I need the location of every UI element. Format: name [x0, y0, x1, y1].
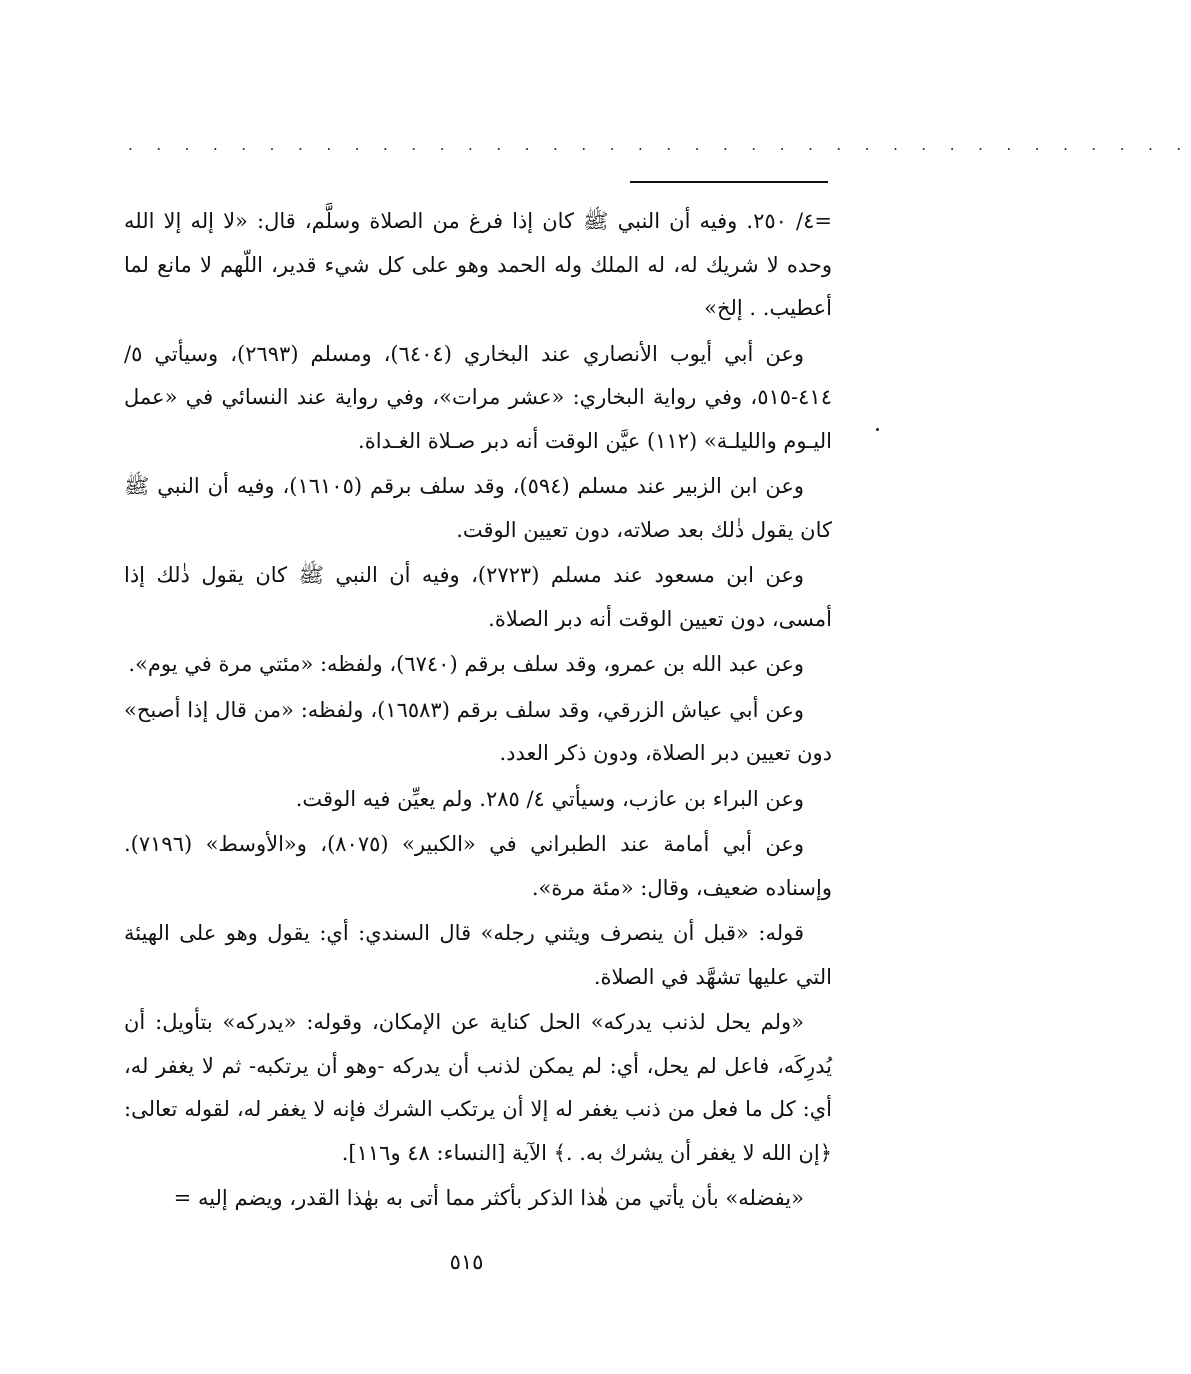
- margin-speck: [876, 428, 879, 431]
- footnote-paragraph: «ولم يحل لذنب يدركه» الحل كناية عن الإمكان، وقوله: «يدركه» بتأويل: أن يُدرِكَه، فاعل لم يحل، أي: لم يمكن لذنب أن يدركه -وهو أن يرتكبه- ثم لا يغفر له، أي: كل ما فعل من ذنب يغفر له إلا أن يرتكب الشرك فإنه لا يغفر له، لقوله تعالى: ﴿إن الله لا يغفر أن يشرك به. .﴾ الآية [النساء: ٤٨ و١١٦].: [124, 1010, 832, 1165]
- footnote-paragraph: وعن عبد الله بن عمرو، وقد سلف برقم (٦٧٤٠)، ولفظه: «مئتي مرة في يوم».: [128, 652, 804, 676]
- footnote-paragraph: وعن أبي أمامة عند الطبراني في «الكبير» (٨٠٧٥)، و«الأوسط» (٧١٩٦). وإسناده ضعيف، وقال: «مئة مرة».: [124, 832, 832, 900]
- footnote-paragraph: =٤/ ٢٥٠. وفيه أن النبي ﷺ كان إذا فرغ من الصلاة وسلَّم، قال: «لا إله إلا الله وحده لا شريك له، له الملك وله الحمد وهو على كل شيء قدير، اللّهم لا مانع لما أعطيب. . إلخ»: [124, 209, 832, 320]
- footnote-paragraph: وعن أبي أيوب الأنصاري عند البخاري (٦٤٠٤)، ومسلم (٢٦٩٣)، وسيأتي ٥/ ٤١٤-٥١٥، وفي رواية البخاري: «عشر مرات»، وفي رواية عند النسائي في «عمل اليـوم والليلـة» (١١٢) عيَّن الوقت أنه دبر صـلاة الغـداة.: [124, 341, 832, 453]
- page-number: ٥١٥: [449, 1250, 484, 1274]
- footnotes-block: [124, 200, 832, 1223]
- footnote-paragraph: وعن البراء بن عازب، وسيأتي ٤/ ٢٨٥. ولم يعيِّن فيه الوقت.: [295, 786, 804, 811]
- footnote-separator-rule: [630, 181, 828, 183]
- footnote-paragraph: «يفضله» بأن يأتي من هٰذا الذكر بأكثر مما أتى به بهٰذا القدر، ويضم إليه =: [173, 1186, 804, 1210]
- footnote-paragraph: وعن ابن الزبير عند مسلم (٥٩٤)، وقد سلف برقم (١٦١٠٥)، وفيه أن النبي ﷺ كان يقول ذٰلك بعد صلاته، دون تعيين الوقت.: [124, 474, 832, 542]
- footnote-paragraph: وعن ابن مسعود عند مسلم (٢٧٢٣)، وفيه أن النبي ﷺ كان يقول ذٰلك إذا أمسى، دون تعيين الوقت أنه دبر الصلاة.: [124, 563, 832, 631]
- header-dotted-line: · · · · · · · · · · · · · · · · · · · · · · · · · · · · · · · · · · · · · ·: [128, 140, 1191, 158]
- footnote-paragraph: وعن أبي عياش الزرقي، وقد سلف برقم (١٦٥٨٣)، ولفظه: «من قال إذا أصبح» دون تعيين دبر الصلاة، ودون ذكر العدد.: [124, 697, 832, 765]
- footnote-paragraph: قوله: «قبل أن ينصرف ويثني رجله» قال السندي: أي: يقول وهو على الهيئة التي عليها تشهَّد في الصلاة.: [124, 921, 832, 989]
